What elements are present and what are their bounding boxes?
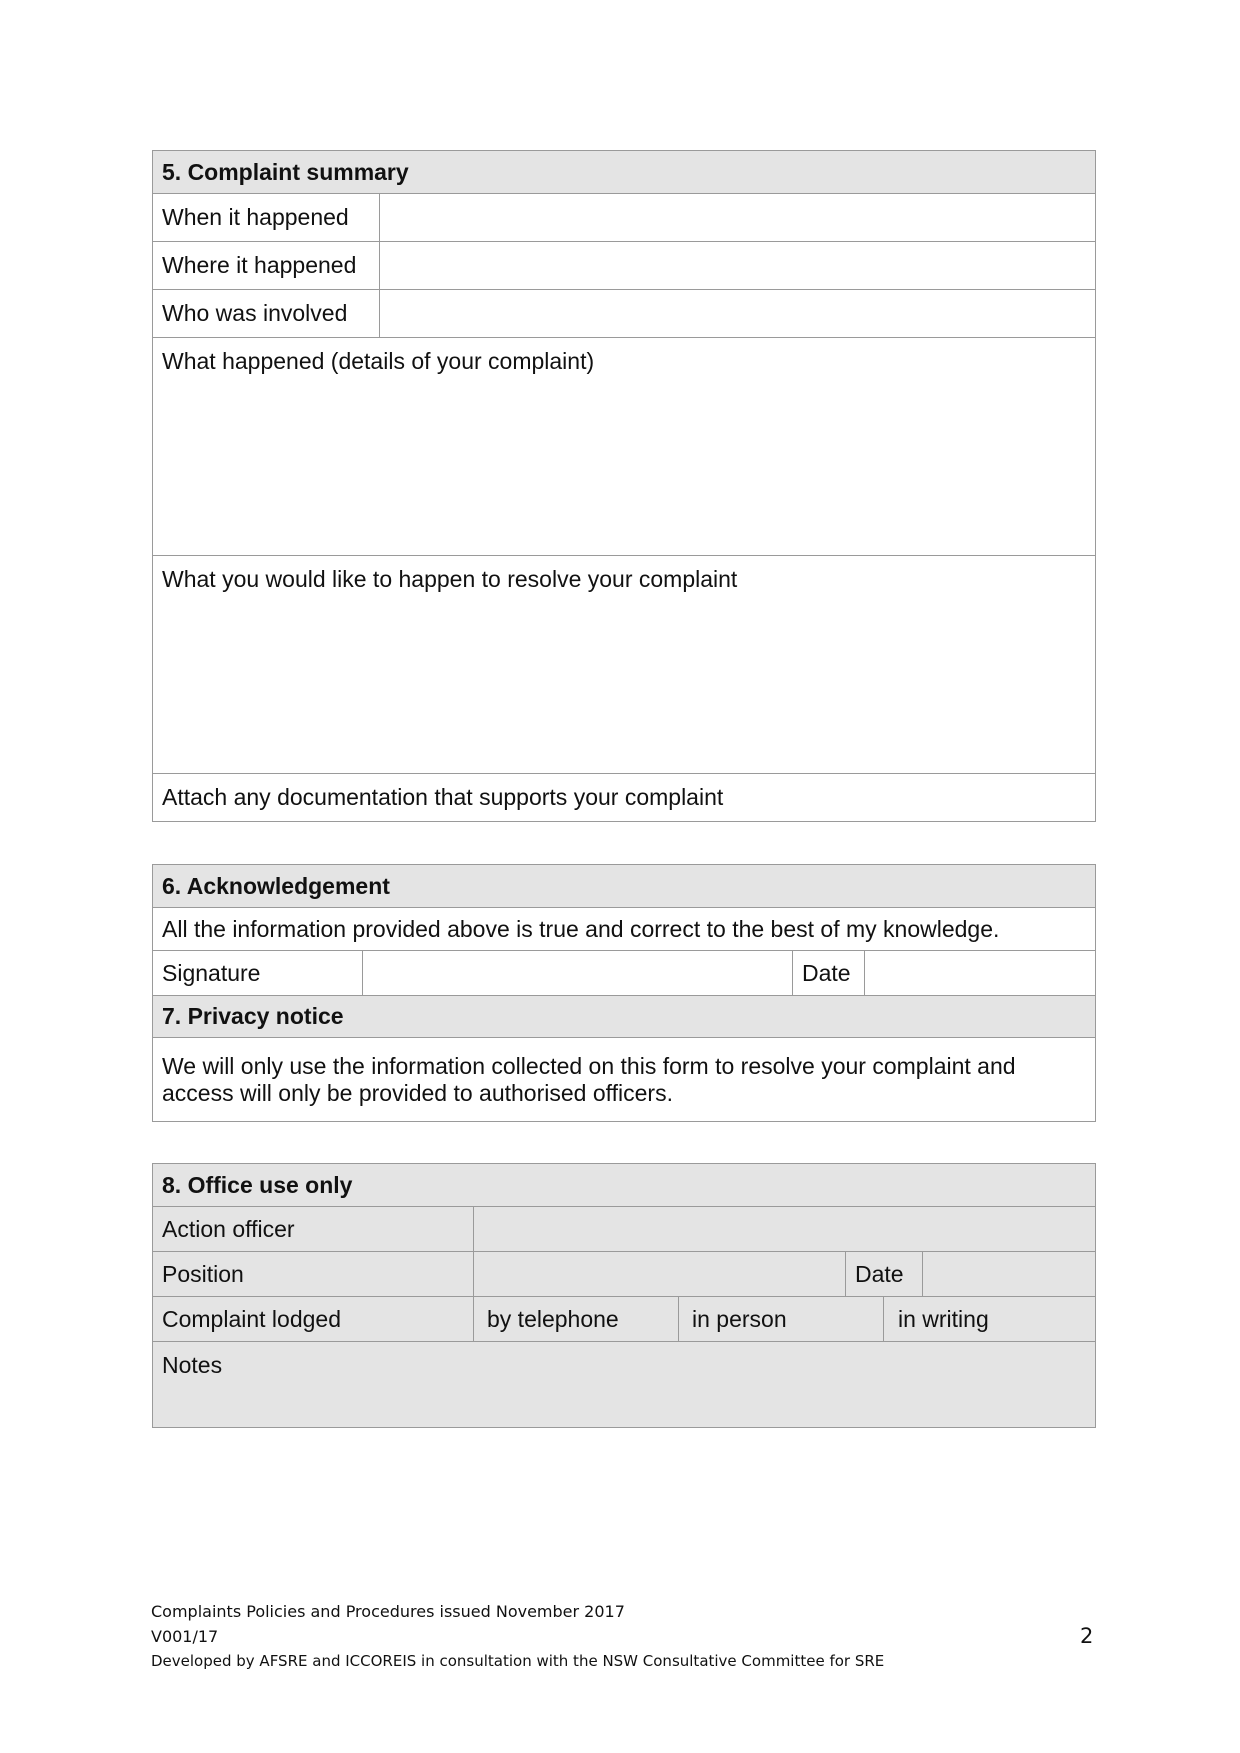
date-label: Date: [792, 951, 864, 995]
notes-label: Notes: [153, 1342, 1095, 1427]
acknowledgement-table: [152, 864, 1096, 1122]
complaint-lodged-label: Complaint lodged: [153, 1297, 473, 1341]
table-row: [153, 193, 1095, 241]
attach-row: [153, 773, 1095, 821]
section-7-header-row: [153, 995, 1095, 1037]
who-label: Who was involved: [162, 300, 348, 326]
page-number: 2: [1080, 1624, 1094, 1648]
footer-line-1: Complaints Policies and Procedures issued November 2017: [151, 1602, 625, 1621]
action-officer-field[interactable]: [473, 1207, 1095, 1251]
attach-label: Attach any documentation that supports your complaint: [162, 784, 724, 810]
statement-row: [153, 907, 1095, 950]
where-label: Where it happened: [162, 252, 357, 278]
date-field[interactable]: [864, 951, 1095, 995]
signature-row: [153, 950, 1095, 995]
resolve-row[interactable]: [153, 555, 1095, 773]
signature-field[interactable]: [362, 951, 792, 995]
section-8-header-row: [153, 1164, 1095, 1206]
section-6-header-row: [153, 865, 1095, 907]
footer-line-2: V001/17: [151, 1627, 219, 1646]
complaint-summary-table: [152, 150, 1096, 822]
table-row: [153, 289, 1095, 337]
position-label: Position: [153, 1252, 473, 1296]
table-row: [153, 241, 1095, 289]
option-in-person[interactable]: in person: [678, 1297, 883, 1341]
office-use-table: [152, 1163, 1096, 1428]
option-in-writing[interactable]: in writing: [883, 1297, 1095, 1341]
position-row: [153, 1251, 1095, 1296]
section-5-heading: 5. Complaint summary: [153, 151, 1095, 193]
privacy-text: [153, 1038, 1095, 1121]
when-field[interactable]: [379, 194, 1095, 241]
who-field[interactable]: [379, 290, 1095, 337]
acknowledgement-statement: All the information provided above is true and correct to the best of my knowledge.: [162, 915, 1000, 942]
privacy-line-2: access will only be provided to authorised officers.: [162, 1079, 673, 1106]
section-7-heading: 7. Privacy notice: [153, 996, 1095, 1037]
office-date-label: Date: [845, 1252, 922, 1296]
privacy-line-1: We will only use the information collected on this form to resolve your complaint and: [162, 1052, 1016, 1079]
complaint-lodged-row: [153, 1296, 1095, 1341]
where-field[interactable]: [379, 242, 1095, 289]
footer-line-3: Developed by AFSRE and ICCOREIS in consultation with the NSW Consultative Committee for SRE: [151, 1652, 885, 1670]
option-by-telephone[interactable]: by telephone: [473, 1297, 678, 1341]
action-officer-row: [153, 1206, 1095, 1251]
signature-label: Signature: [162, 959, 261, 986]
when-label: When it happened: [162, 204, 349, 230]
what-happened-row[interactable]: [153, 337, 1095, 555]
action-officer-label: Action officer: [153, 1207, 473, 1251]
notes-row[interactable]: [153, 1341, 1095, 1427]
section-6-heading: 6. Acknowledgement: [153, 865, 1095, 907]
position-field[interactable]: [473, 1252, 845, 1296]
resolve-label: What you would like to happen to resolve your complaint: [162, 566, 738, 592]
what-happened-label: What happened (details of your complaint): [162, 348, 595, 374]
section-5-header-row: [153, 151, 1095, 193]
section-8-heading: 8. Office use only: [153, 1164, 1095, 1206]
office-date-field[interactable]: [922, 1252, 1095, 1296]
privacy-row: [153, 1037, 1095, 1121]
